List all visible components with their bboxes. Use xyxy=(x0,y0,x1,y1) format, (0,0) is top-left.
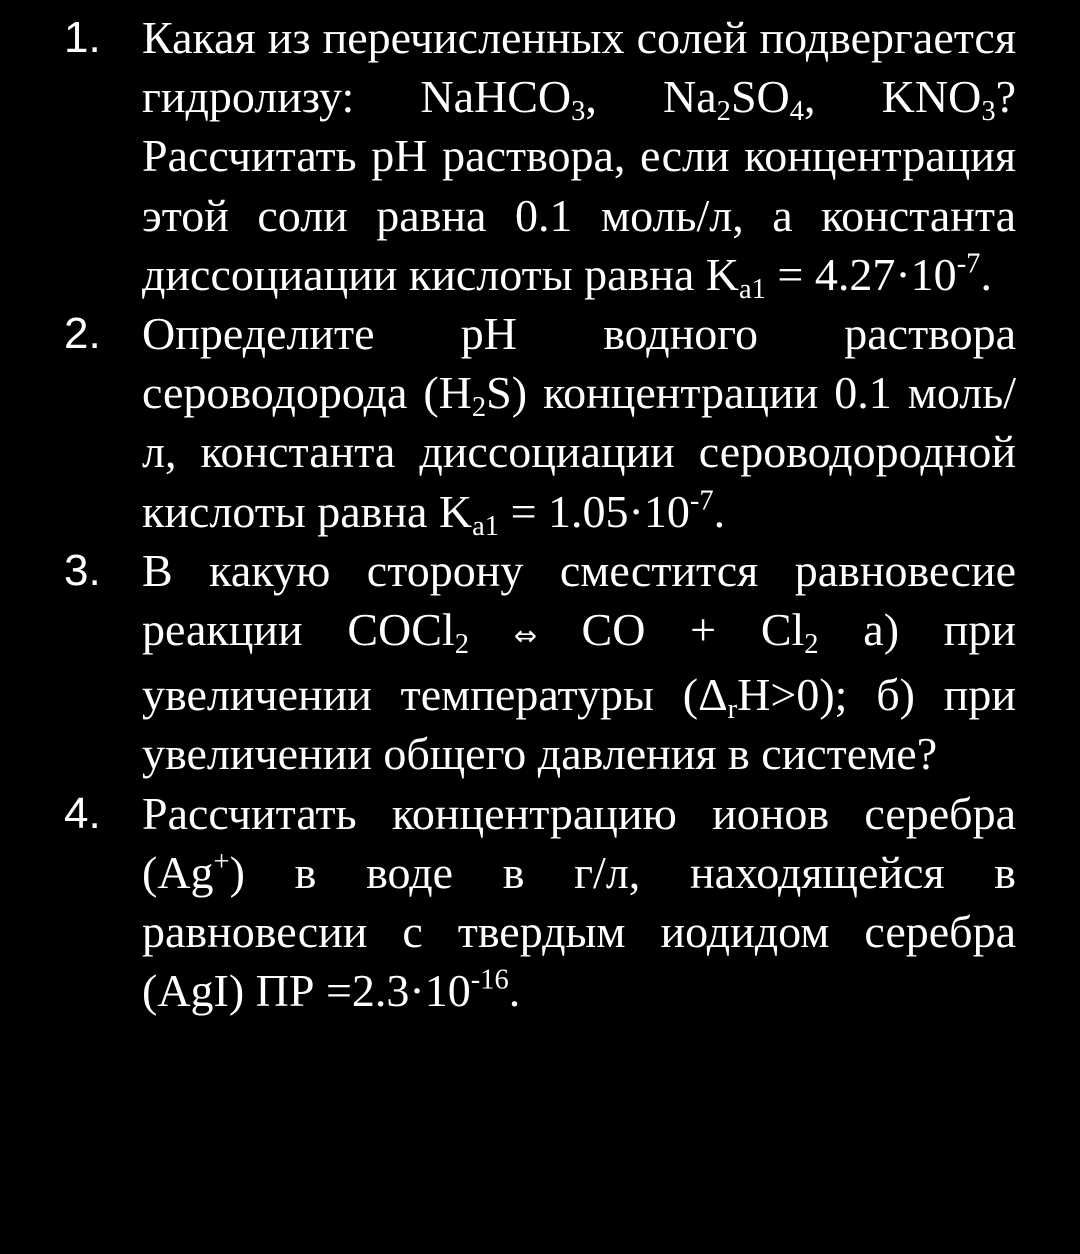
task-text: В какую сторону сместится равновесие реакции COCl$_2$ ⇔ CO + $Cl_2$ а) при увеличении температуры $(\Delta_rH>0)$; б) при увеличении общего давления в системе? xyxy=(142,544,1016,780)
task-number: 1. xyxy=(64,13,101,62)
task-number: 3. xyxy=(64,545,101,595)
task-4 xyxy=(64,784,1016,1021)
task-text: Определите pH водного раствора сероводорода $(H_2S)$ концентрации 0.1 моль/л, константа диссоциации сероводородной кислоты равна $K_{a1} = 1.05\cdot 10^{-7}$. xyxy=(142,308,1016,542)
task-number: 2. xyxy=(64,309,101,359)
task-text: Какая из перечисленных солей подвергается гидролизу: NaHCO$_3$, $Na_2SO_4$, $KNO_3$? Рассчитать pH раствора, если концентрация этой соли равна 0.1 моль/л, а константа диссоциации кислоты равна $K_{a1} = 4.27\cdot 10^{-7}$. xyxy=(142,12,1016,305)
task-3 xyxy=(64,541,1016,784)
task-text: Рассчитать концентрацию ионов серебра (Ag+) в воде в г/л, находящейся в равновесии с твердым иодидом серебра (AgI) ПР $=2.3\cdot 10^{-16}$. xyxy=(142,787,1016,1017)
task-number: 4. xyxy=(64,788,101,838)
equilibrium-arrow-icon: ⇔ xyxy=(513,619,537,653)
task-1 xyxy=(64,8,1016,304)
task-2 xyxy=(64,304,1016,541)
